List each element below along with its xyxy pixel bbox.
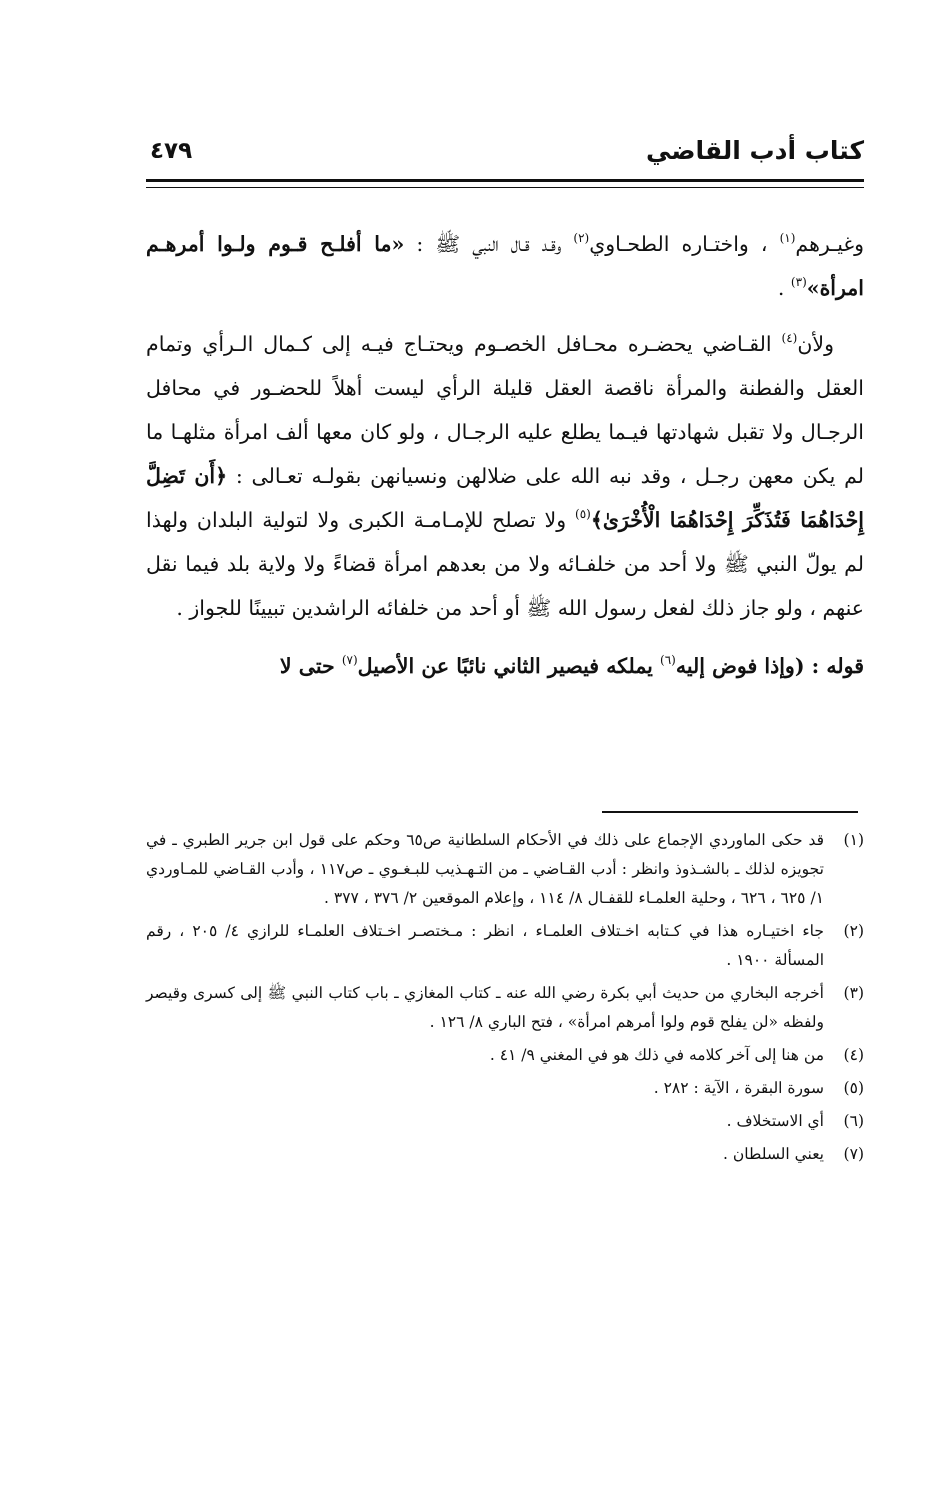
footnote-number: (٦) [843, 1112, 864, 1130]
footnote-text: أخرجه البخاري من حديث أبي بكرة رضي الله عنه ـ كتاب المغازي ـ باب كتاب النبي ﷺ إلى كسرى وقيصر ولفظه «لن يفلح قوم ولوا أمرهم امرأة» ، فتح الباري ٨/ ١٢٦ . [146, 984, 824, 1031]
footnote [146, 1041, 864, 1070]
text-run-bold: حتى لا [279, 654, 342, 678]
text-run: القـاضي يحضـره محـافل الخصـوم ويحتـاج فيـه إلى كـمال الـرأي وتمام العقل والفطنة والمرأة ناقصة العقل قليلة الرأي ليست أهلاً للحضـور في محافل الرجـال ولا تقبل شهادتها فيـما يطلع عليه الرجـال ، ولو كان معها ألف امرأة مثلهـا ما لم يكن معهن رجـل ، وقد نبه الله على ضلالهن ونسيانهن بقولـه تعـالى : [146, 332, 864, 488]
text-run: ، واختـاره الطحـاوي [589, 232, 780, 256]
running-title: كتاب أدب القاضي [646, 136, 864, 165]
footnotes [146, 826, 864, 1173]
footnote-ref: (١) [779, 231, 796, 245]
footnote-number: (٢) [843, 922, 864, 940]
footnote-text: جاء اختيـاره هذا في كـتابه اخـتلاف العلمـاء ، انظر : مـختصـر اخـتلاف العلمـاء للرازي ٤/ ٢٠٥ ، رقم المسألة ١٩٠٠ . [146, 922, 824, 969]
footnote-ref: (٣) [790, 275, 807, 289]
page-number: ٤٧٩ [150, 138, 193, 164]
page-header [146, 134, 864, 182]
text-run: وغيـرهم [795, 232, 864, 256]
footnote-number: (١) [843, 831, 864, 849]
footnote [146, 1140, 864, 1169]
text-run-bold: يملكه فيصير الثاني نائبًا عن الأصيل [357, 654, 661, 678]
footnote-ref: (٢) [573, 231, 590, 245]
text-run: ولا تصلح للإمـامـة الكبرى ولا لتولية البلدان ولهذا لم يولّ النبي ﷺ ولا أحد من خلفـائه ولا من بعدهم امرأة قضاءً ولا ولاية بلد فيما نقل عنهم ، ولو جاز ذلك لفعل رسول الله ﷺ أو أحد من خلفائه الراشدين تبيينًا للجواز . [146, 508, 864, 620]
footnote-ref: (٦) [660, 653, 676, 667]
footnote-text: أي الاستخلاف . [726, 1112, 824, 1130]
footnote [146, 1107, 864, 1136]
footnote-separator [602, 811, 858, 813]
paragraph-1 [146, 222, 864, 310]
footnote-number: (٥) [843, 1079, 864, 1097]
footnote-number: (٣) [843, 984, 864, 1002]
footnote-number: (٤) [843, 1046, 864, 1064]
footnote [146, 979, 864, 1037]
footnote [146, 1074, 864, 1103]
footnote-number: (٧) [843, 1145, 864, 1163]
header-rule-thin [146, 187, 864, 188]
header-rule-thick [146, 179, 864, 182]
footnote-text: يعني السلطان . [723, 1145, 824, 1163]
footnote-text: قد حكى الماوردي الإجماع على ذلك في الأحكام السلطانية ص٦٥ وحكم على قول ابن جرير الطبري ـ في تجويزه لذلك ـ بالشـذوذ وانظر : أدب القـاضي ـ من التـهـذيب للبـغـوي ـ ص١١٧ ، وأدب القـاضي للمـاوردي ١/ ٦٢٥ ، ٦٢٦ ، وحلية العلمـاء للقفـال ٨/ ١١٤ ، وإعلام الموقعين ٢/ ٣٧٦ ، ٣٧٧ . [146, 831, 825, 907]
text-run: وقـد قـال النبي ﷺ : [404, 232, 574, 256]
footnote [146, 917, 864, 975]
footnote-ref: (٤) [781, 331, 798, 345]
paragraph-2 [146, 322, 864, 630]
text-run: . [777, 276, 791, 300]
quran-verse: ﴿أَن تَضِلَّ إِحْدَاهُمَا فَتُذَكِّرَ إِحْدَاهُمَا الْأُخْرَىٰ﴾ [146, 464, 865, 532]
footnote-text: سورة البقرة ، الآية : ٢٨٢ . [653, 1079, 824, 1097]
text-run-bold: قوله : (وإذا فوض إليه [675, 654, 864, 678]
footnote-ref: (٧) [341, 653, 358, 667]
paragraph-3 [146, 644, 864, 688]
footnote [146, 826, 864, 913]
hadith-quote: «ما أفلـح قـوم ولـوا أمرهـم امرأة» [146, 232, 864, 300]
footnote-text: من هنا إلى آخر كلامه في ذلك هو في المغني ٩/ ٤١ . [489, 1046, 824, 1064]
footnote-ref: (٥) [575, 507, 591, 521]
main-text [146, 222, 864, 700]
text-run: ولأن [797, 332, 834, 356]
